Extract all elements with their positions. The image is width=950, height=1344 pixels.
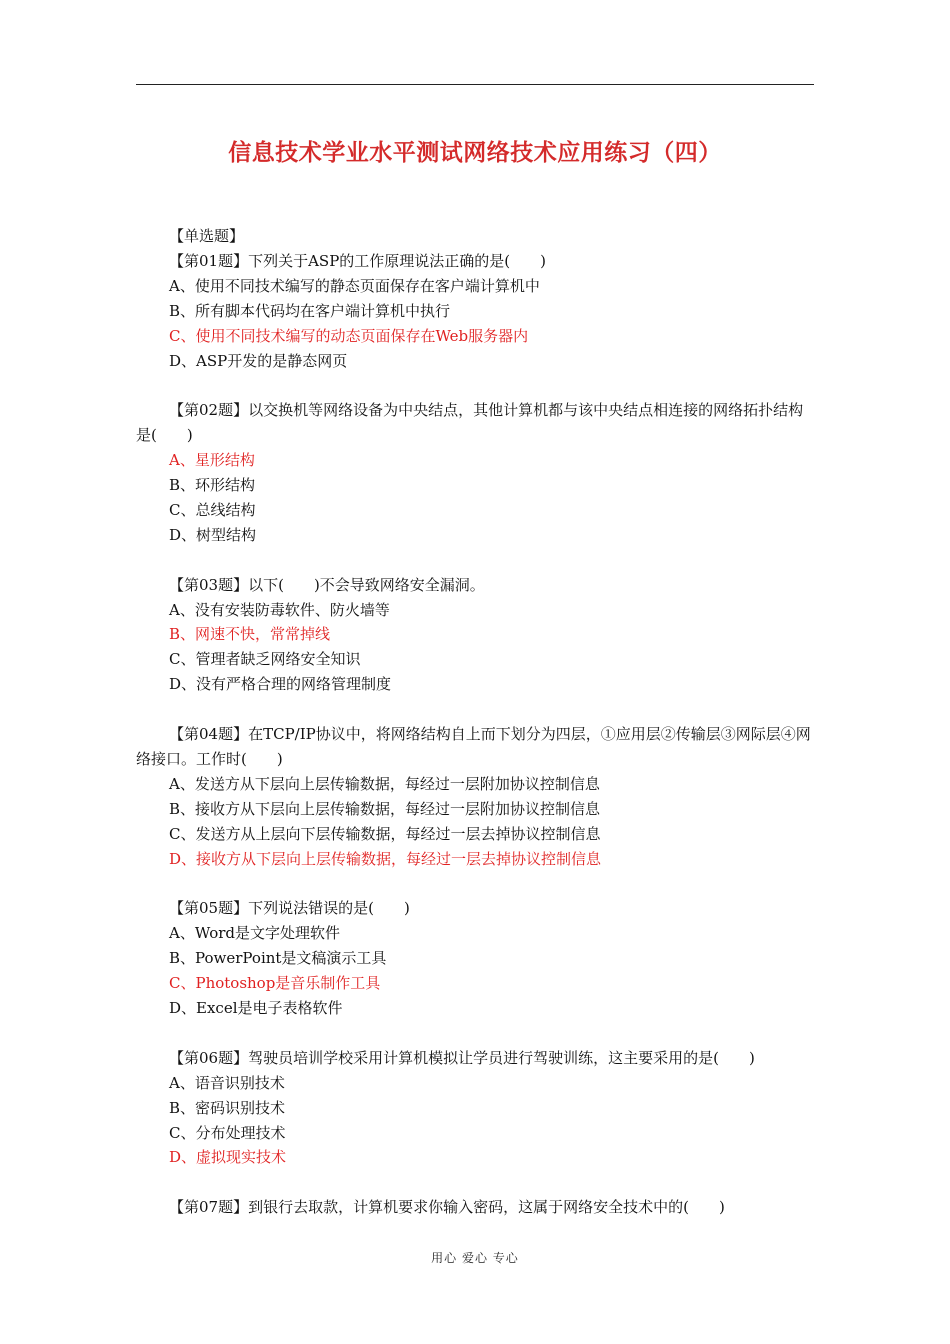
spacer: [136, 373, 816, 398]
option-b: B、PowerPoint是文稿演示工具: [169, 949, 387, 968]
question-6: [136, 1046, 816, 1171]
spacer: [136, 548, 816, 573]
option-c: C、分布处理技术: [169, 1123, 286, 1142]
page-footer: 用心 爱心 专心: [431, 1251, 519, 1265]
question-stem: 【第01题】下列关于ASP的工作原理说法正确的是( ): [169, 251, 546, 270]
option-a-correct: A、星形结构: [169, 451, 255, 470]
question-4: [136, 722, 816, 871]
spacer: [136, 1170, 816, 1195]
option-a: A、语音识别技术: [169, 1073, 285, 1092]
option-c-correct: C、使用不同技术编写的动态页面保存在Web服务器内: [169, 326, 529, 345]
option-a: A、没有安装防毒软件、防火墙等: [169, 600, 390, 619]
option-b: B、所有脚本代码均在客户端计算机中执行: [169, 301, 451, 320]
page-title: 信息技术学业水平测试网络技术应用练习（四）: [228, 140, 722, 166]
option-a: A、使用不同技术编写的静态页面保存在客户端计算机中: [169, 276, 540, 295]
option-d-correct: D、接收方从下层向上层传输数据，每经过一层去掉协议控制信息: [169, 849, 602, 868]
option-a: A、Word是文字处理软件: [169, 924, 341, 943]
question-stem: 【第05题】下列说法错误的是( ): [169, 899, 410, 918]
question-list: [136, 224, 816, 1220]
question-stem: 【第02题】以交换机等网络设备为中央结点，其他计算机都与该中央结点相连接的网络拓扑结构是( ): [136, 401, 804, 445]
option-d: D、没有严格合理的网络管理制度: [169, 675, 392, 694]
option-b: B、环形结构: [169, 476, 256, 495]
question-1: [136, 249, 816, 374]
option-c: C、发送方从上层向下层传输数据，每经过一层去掉协议控制信息: [169, 824, 601, 843]
option-b: B、接收方从下层向上层传输数据，每经过一层附加协议控制信息: [169, 799, 601, 818]
question-2: [136, 398, 816, 547]
spacer: [136, 872, 816, 897]
question-stem: 【第06题】驾驶员培训学校采用计算机模拟让学员进行驾驶训练，这主要采用的是( ): [169, 1048, 755, 1067]
question-3: [136, 573, 816, 698]
option-b-correct: B、网速不快，常常掉线: [169, 625, 331, 644]
option-c: C、管理者缺乏网络安全知识: [169, 650, 361, 669]
question-stem: 【第04题】在TCP/IP协议中，将网络结构自上而下划分为四层，①应用层②传输层③网际层④网络接口。工作时( ): [136, 725, 811, 768]
option-d: D、Excel是电子表格软件: [169, 999, 343, 1018]
option-d-correct: D、虚拟现实技术: [169, 1148, 287, 1167]
question-stem: 【第03题】以下( )不会导致网络安全漏洞。: [169, 575, 485, 594]
option-a: A、发送方从下层向上层传输数据，每经过一层附加协议控制信息: [169, 774, 600, 793]
question-7: [136, 1195, 816, 1220]
question-5: [136, 896, 816, 1021]
option-c: C、总线结构: [169, 500, 256, 519]
option-d: D、ASP开发的是静态网页: [169, 351, 348, 370]
spacer: [136, 1021, 816, 1046]
option-d: D、树型结构: [169, 525, 257, 544]
spacer: [136, 697, 816, 722]
section-heading: 【单选题】: [169, 227, 245, 245]
question-stem: 【第07题】到银行去取款，计算机要求你输入密码，这属于网络安全技术中的( ): [169, 1198, 725, 1217]
option-c-correct: C、Photoshop是音乐制作工具: [169, 974, 381, 993]
header-rule: [136, 84, 814, 85]
option-b: B、密码识别技术: [169, 1098, 286, 1117]
